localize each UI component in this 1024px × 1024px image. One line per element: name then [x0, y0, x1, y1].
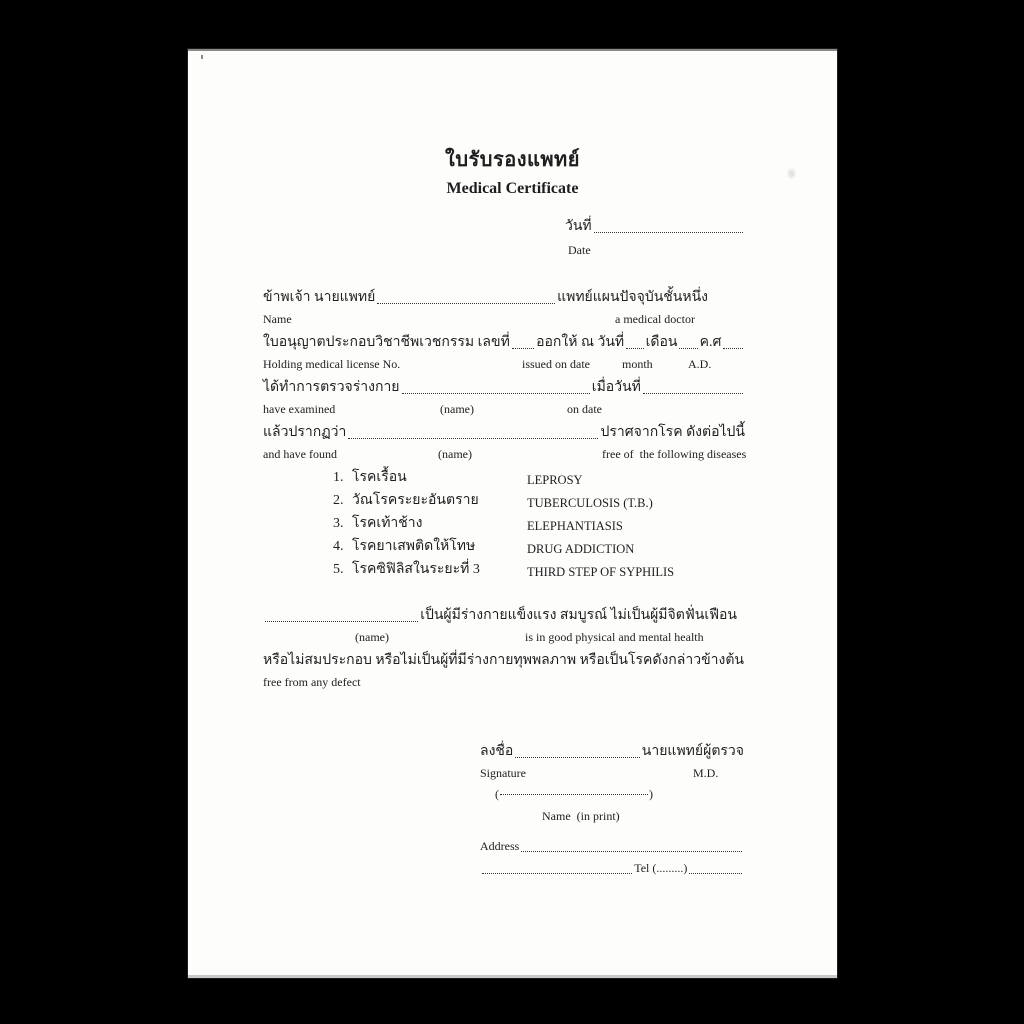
form-body: [263, 285, 745, 693]
signature-line-english: [480, 762, 744, 784]
doctor-line-thai-prefix: ข้าพเจ้า นายแพทย์: [263, 290, 376, 305]
examined-name-blank-line: [402, 393, 590, 394]
health-thai-line1: เป็นผู้มีร่างกายแข็งแรง สมบูรณ์ ไม่เป็นผู้มีจิตฟั่นเฟือน: [420, 608, 737, 623]
date-label-english: Date: [568, 243, 591, 257]
on-date-label: on date: [567, 402, 602, 416]
disease-name-english: THIRD STEP OF SYPHILIS: [527, 565, 675, 579]
disease-number: 4.: [333, 539, 344, 554]
disease-item: [263, 536, 745, 559]
address-blank-line-2: [482, 873, 632, 874]
health-thai-line2: หรือไม่สมประกอบ หรือไม่เป็นผู้ที่มีร่างกายทุพพลภาพ หรือเป็นโรคดังกล่าวข้างต้น: [263, 653, 745, 668]
signature-thai-suffix: นายแพทย์ผู้ตรวจ: [641, 744, 744, 759]
page-title-english: Medical Certificate: [446, 180, 579, 197]
month-blank-line: [679, 348, 697, 349]
signature-blank-line: [515, 757, 639, 758]
disease-item: [263, 513, 745, 536]
found-name-hint: (name): [438, 447, 472, 461]
date-label-thai: วันที่: [565, 219, 592, 234]
found-line: [263, 420, 745, 443]
health-statement-line2-english: [263, 671, 745, 693]
printed-name-field: [480, 784, 744, 806]
examined-line-english: [263, 398, 745, 420]
paren-open: (: [495, 787, 499, 801]
license-thai-prefix: ใบอนุญาตประกอบวิชาชีพเวชกรรม เลขที่: [263, 335, 510, 350]
scan-artifact: [788, 169, 795, 178]
found-thai-prefix: แล้วปรากฏว่า: [263, 425, 347, 440]
disease-name-thai: วัณโรคระยะอันตราย: [352, 493, 479, 508]
disease-name-thai: โรคเท้าช้าง: [352, 516, 423, 531]
date-field: [565, 213, 745, 237]
disease-item: [263, 467, 745, 490]
disease-name-thai: โรคซิฟิลิสในระยะที่ 3: [352, 562, 480, 577]
good-health-label: is in good physical and mental health: [525, 630, 704, 644]
license-thai-issued: ออกให้ ณ วันที่: [536, 335, 625, 350]
examined-line: [263, 375, 745, 398]
disease-name-english: ELEPHANTIASIS: [527, 519, 623, 533]
disease-name-english: LEPROSY: [527, 473, 583, 487]
license-line-english: [263, 353, 745, 375]
found-line-english: [263, 443, 745, 465]
license-line: [263, 330, 745, 353]
doctor-line-thai-suffix: แพทย์แผนปัจจุบันชั้นหนึ่ง: [557, 290, 708, 305]
found-thai-suffix: ปราศจากโรค ดังต่อไปนี้: [600, 425, 745, 440]
disease-item: [263, 559, 745, 582]
ad-label: A.D.: [688, 357, 712, 371]
disease-number: 2.: [333, 493, 344, 508]
free-from-defect-label: free from any defect: [263, 675, 361, 689]
address-label: Address: [480, 839, 520, 853]
name-in-print-label: Name (in print): [542, 809, 620, 823]
health-statement-line2: [263, 648, 745, 671]
license-thai-month: เดือน: [645, 335, 678, 350]
signature-block: [480, 739, 744, 878]
year-blank-line: [723, 348, 743, 349]
address-field: [480, 834, 744, 856]
health-statement: [263, 603, 745, 693]
page-title-thai: ใบรับรองแพทย์: [445, 149, 580, 171]
signature-thai-prefix: ลงชื่อ: [480, 744, 514, 759]
medical-doctor-label: a medical doctor: [615, 312, 695, 326]
disease-item: [263, 490, 745, 513]
health-name-blank-line: [265, 621, 418, 622]
date-blank-line: [594, 232, 743, 233]
health-name-hint: (name): [355, 630, 389, 644]
tel-label: Tel (.........): [634, 861, 688, 875]
health-statement-line1: [263, 603, 737, 626]
doctor-name-line: [263, 285, 708, 308]
issued-on-date-label: issued on date: [522, 357, 590, 371]
name-label: Name: [263, 312, 292, 326]
license-no-label: Holding medical license No.: [263, 357, 401, 371]
address-blank-line: [521, 851, 742, 852]
scan-artifact: [201, 55, 203, 59]
doctor-name-line-english: [263, 308, 745, 330]
have-examined-label: have examined: [263, 402, 336, 416]
signature-line: [480, 739, 744, 762]
tel-blank-line: [689, 873, 742, 874]
and-have-found-label: and have found: [263, 447, 337, 461]
disease-name-english: TUBERCULOSIS (T.B.): [527, 496, 653, 510]
month-label: month: [622, 357, 653, 371]
disease-name-english: DRUG ADDICTION: [527, 542, 635, 556]
printed-name-blank-line: [500, 793, 648, 795]
examined-thai-prefix: ได้ทำการตรวจร่างกาย: [263, 380, 400, 395]
free-of-diseases-label: free of the following diseases: [602, 447, 747, 461]
license-number-blank-line: [512, 348, 534, 349]
examined-date-blank-line: [643, 393, 743, 394]
disease-list: [263, 467, 745, 582]
paren-close: ): [649, 787, 653, 801]
doctor-name-blank-line: [377, 303, 555, 304]
disease-number: 1.: [333, 470, 344, 485]
disease-number: 3.: [333, 516, 344, 531]
examined-name-hint: (name): [440, 402, 474, 416]
disease-name-thai: โรคเรื้อน: [352, 470, 407, 485]
license-thai-year: ค.ศ: [699, 335, 722, 350]
issue-date-blank-line: [626, 348, 644, 349]
tel-field: [480, 856, 744, 878]
signature-label: Signature: [480, 766, 526, 780]
disease-number: 5.: [333, 562, 344, 577]
document-page: [188, 49, 837, 978]
examined-thai-on-date: เมื่อวันที่: [591, 380, 641, 395]
health-statement-line1-english: [263, 626, 745, 648]
disease-name-thai: โรคยาเสพติดให้โทษ: [352, 539, 476, 554]
found-name-blank-line: [348, 438, 598, 439]
md-label: M.D.: [693, 766, 719, 780]
